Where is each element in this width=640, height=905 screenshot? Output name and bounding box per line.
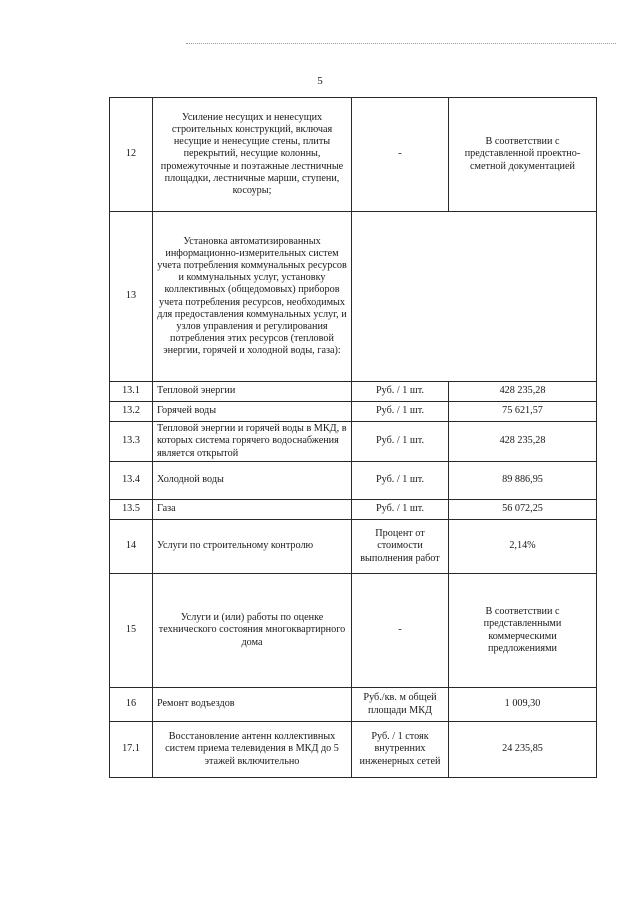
value-cell: В соответствии с представленными коммерческими предложениями — [449, 574, 597, 688]
unit-cell: Руб. / 1 шт. — [352, 402, 449, 422]
value-cell: 56 072,25 — [449, 500, 597, 520]
table-row — [110, 574, 597, 688]
table-row — [110, 500, 597, 520]
value-cell: В соответствии с представленной проектно-сметной документацией — [449, 98, 597, 212]
top-divider-line — [186, 43, 616, 44]
unit-cell: Руб. / 1 шт. — [352, 382, 449, 402]
value-cell: 89 886,95 — [449, 462, 597, 500]
work-name: Услуги и (или) работы по оценке технического состояния многоквартирного дома — [153, 574, 352, 688]
table-row — [110, 520, 597, 574]
value-cell: 24 235,85 — [449, 722, 597, 778]
work-name: Горячей воды — [153, 402, 352, 422]
table-row — [110, 688, 597, 722]
table-row — [110, 212, 597, 382]
row-number: 13.2 — [110, 402, 153, 422]
row-number: 15 — [110, 574, 153, 688]
table-row — [110, 402, 597, 422]
table-row — [110, 422, 597, 462]
row-number: 13.3 — [110, 422, 153, 462]
value-cell: 428 235,28 — [449, 422, 597, 462]
value-cell: 2,14% — [449, 520, 597, 574]
work-name: Усиление несущих и ненесущих строительных конструкций, включая несущие и ненесущие стены, плиты перекрытий, несущие колонны, промежуточные и поэтажные лестничные площадки, лестничные марши, ступени, косоуры; — [153, 98, 352, 212]
unit-cell: - — [352, 98, 449, 212]
unit-cell: Руб. / 1 шт. — [352, 462, 449, 500]
row-number: 13 — [110, 212, 153, 382]
row-number: 12 — [110, 98, 153, 212]
row-number: 14 — [110, 520, 153, 574]
row-number: 13.1 — [110, 382, 153, 402]
work-name: Ремонт водъездов — [153, 688, 352, 722]
rates-table — [109, 97, 597, 778]
unit-cell: Руб. / 1 стояк внутренних инженерных сетей — [352, 722, 449, 778]
table-row — [110, 382, 597, 402]
work-name: Холодной воды — [153, 462, 352, 500]
work-name: Услуги по строительному контролю — [153, 520, 352, 574]
unit-cell: Руб. / 1 шт. — [352, 422, 449, 462]
value-cell: 1 009,30 — [449, 688, 597, 722]
work-name: Тепловой энергии и горячей воды в МКД, в которых система горячего водоснабжения является открытой — [153, 422, 352, 462]
table-row — [110, 722, 597, 778]
value-cell: 75 621,57 — [449, 402, 597, 422]
value-cell: 428 235,28 — [449, 382, 597, 402]
unit-cell: Процент от стоимости выполнения работ — [352, 520, 449, 574]
work-name: Тепловой энергии — [153, 382, 352, 402]
row-number: 16 — [110, 688, 153, 722]
unit-cell: Руб. / 1 шт. — [352, 500, 449, 520]
work-name: Установка автоматизированных информационно-измерительных систем учета потребления коммунальных ресурсов и коммунальных услуг, установку коллективных (общедомовых) приборов учета потребления ресурсов, необходимых для предоставления коммунальных услуг, и узлов управления и регулирования потребления этих ресурсов (тепловой энергии, горячей и холодной воды, газа): — [153, 212, 352, 382]
work-name: Восстановление антенн коллективных систем приема телевидения в МКД до 5 этажей включительно — [153, 722, 352, 778]
row-number: 17.1 — [110, 722, 153, 778]
table-row — [110, 98, 597, 212]
page-number: 5 — [317, 75, 323, 87]
row-number: 13.5 — [110, 500, 153, 520]
empty-cell — [352, 212, 597, 382]
unit-cell: Руб./кв. м общей площади МКД — [352, 688, 449, 722]
unit-cell: - — [352, 574, 449, 688]
row-number: 13.4 — [110, 462, 153, 500]
work-name: Газа — [153, 500, 352, 520]
table-row — [110, 462, 597, 500]
